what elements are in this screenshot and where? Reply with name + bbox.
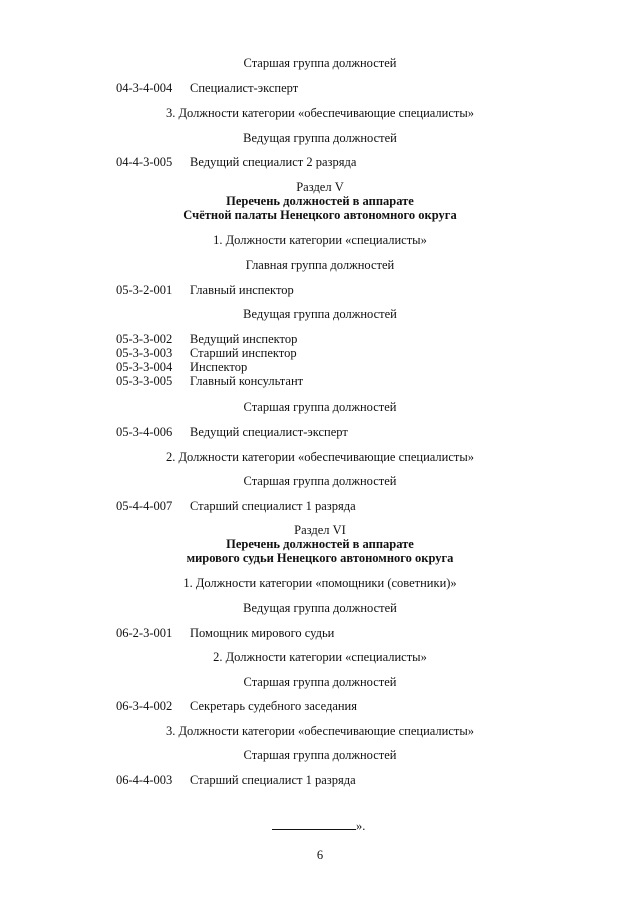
position-title: Ведущий специалист-эксперт: [190, 425, 348, 439]
position-row: [116, 425, 348, 440]
position-code: 06-3-4-002: [116, 699, 173, 713]
position-row: [116, 283, 294, 298]
position-code: 04-4-3-005: [116, 155, 173, 169]
category-heading: 2. Должности категории «обеспечивающие специалисты»: [165, 450, 475, 464]
category-heading: 3. Должности категории «обеспечивающие специалисты»: [165, 724, 475, 738]
position-title: Инспектор: [190, 360, 248, 374]
section-label: Раздел VI: [294, 523, 346, 537]
group-heading: Старшая группа должностей: [243, 400, 397, 414]
section-title-line2: мирового судьи Ненецкого автономного округа: [186, 551, 454, 565]
position-code: 05-3-3-004: [116, 360, 173, 374]
category-heading: 1. Должности категории «специалисты»: [213, 233, 427, 247]
position-title: Ведущий специалист 2 разряда: [190, 155, 357, 169]
position-title: Помощник мирового судьи: [190, 626, 335, 640]
group-heading: Старшая группа должностей: [243, 56, 397, 70]
group-heading: Ведущая группа должностей: [243, 307, 397, 321]
position-title: Старший специалист 1 разряда: [190, 773, 356, 787]
category-heading: 3. Должности категории «обеспечивающие специалисты»: [165, 106, 475, 120]
position-code: 06-2-3-001: [116, 626, 173, 640]
group-heading: Старшая группа должностей: [243, 748, 397, 762]
position-code: 05-3-3-002: [116, 332, 173, 346]
closing-quote: ».: [356, 819, 366, 833]
position-code: 05-3-3-005: [116, 374, 173, 388]
position-row: [116, 360, 247, 375]
position-code: 05-3-3-003: [116, 346, 173, 360]
position-title: Главный консультант: [190, 374, 304, 388]
group-heading: Ведущая группа должностей: [243, 601, 397, 615]
position-row: [116, 374, 303, 389]
position-row: [116, 81, 298, 96]
position-code: 05-3-2-001: [116, 283, 173, 297]
signature-underline: [272, 819, 356, 830]
page-number: 6: [316, 848, 324, 862]
position-title: Старший специалист 1 разряда: [190, 499, 356, 513]
position-row: [116, 332, 297, 347]
position-title: Секретарь судебного заседания: [190, 699, 357, 713]
category-heading: 1. Должности категории «помощники (советники)»: [183, 576, 457, 590]
position-row: [116, 699, 357, 714]
position-code: 04-3-4-004: [116, 81, 173, 95]
section-title-line2: Счётной палаты Ненецкого автономного округа: [183, 208, 457, 222]
group-heading: Старшая группа должностей: [243, 675, 397, 689]
section-title-line1: Перечень должностей в аппарате: [226, 194, 414, 208]
position-row: [116, 155, 356, 170]
group-heading: Старшая группа должностей: [243, 474, 397, 488]
position-code: 06-4-4-003: [116, 773, 173, 787]
group-heading: Ведущая группа должностей: [243, 131, 397, 145]
closing-line: [272, 819, 365, 834]
position-row: [116, 626, 334, 641]
position-title: Ведущий инспектор: [190, 332, 298, 346]
position-title: Специалист-эксперт: [190, 81, 299, 95]
group-heading: Главная группа должностей: [245, 258, 395, 272]
position-row: [116, 499, 356, 514]
section-label: Раздел V: [296, 180, 344, 194]
position-code: 05-3-4-006: [116, 425, 173, 439]
position-row: [116, 773, 356, 788]
position-title: Старший инспектор: [190, 346, 297, 360]
position-code: 05-4-4-007: [116, 499, 173, 513]
section-title-line1: Перечень должностей в аппарате: [226, 537, 414, 551]
position-row: [116, 346, 297, 361]
category-heading: 2. Должности категории «специалисты»: [213, 650, 427, 664]
position-title: Главный инспектор: [190, 283, 294, 297]
